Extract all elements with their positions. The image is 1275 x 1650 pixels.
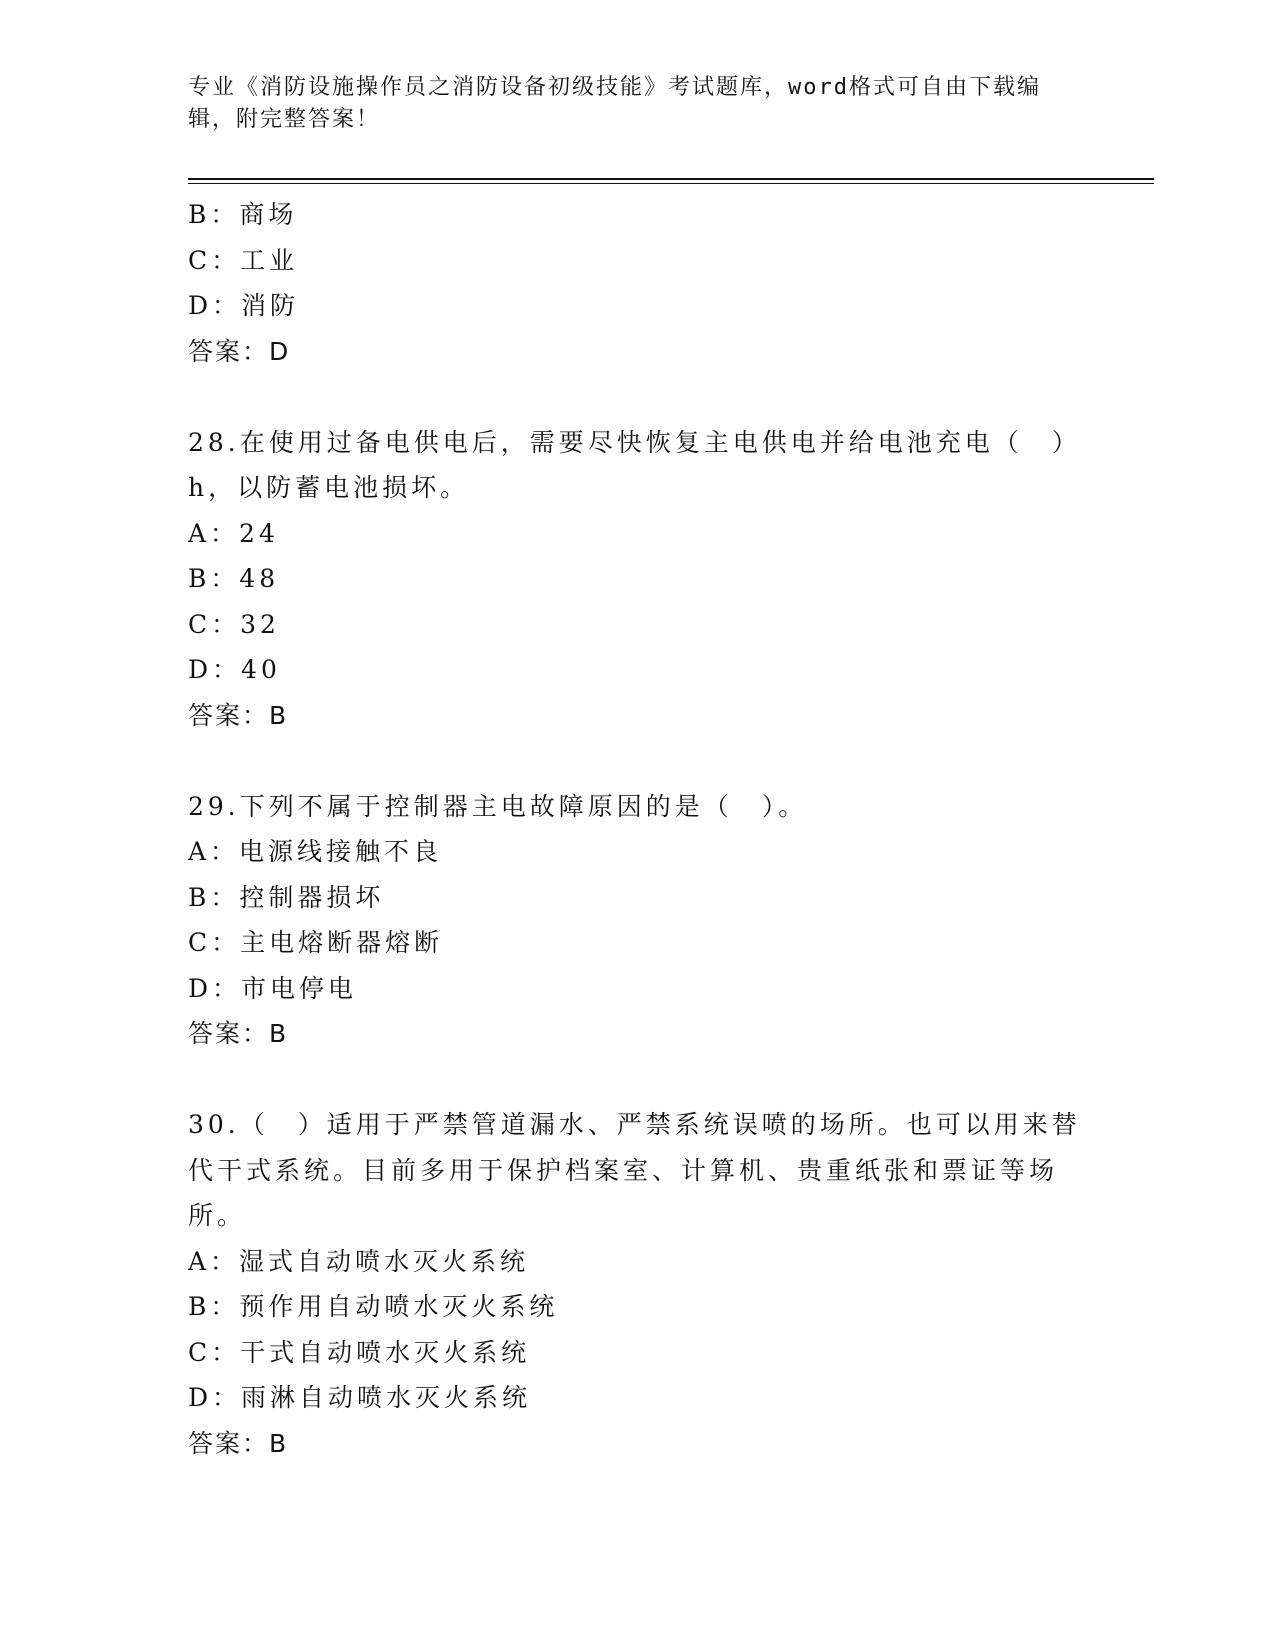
question-29 — [188, 784, 1088, 1057]
spacer — [188, 374, 1088, 420]
option-b: B：控制器损坏 — [188, 882, 385, 912]
question-27-tail — [188, 192, 1088, 374]
option-a: A：24 — [188, 518, 279, 548]
option-a: A：电源线接触不良 — [188, 837, 443, 866]
option-d: D：消防 — [188, 291, 300, 320]
answer-line: 答案：D — [188, 336, 291, 366]
option-c: C：工业 — [188, 245, 299, 275]
option-b: B：预作用自动喷水灭火系统 — [188, 1292, 559, 1321]
answer-line: 答案：B — [188, 700, 289, 730]
option-c: C：32 — [188, 609, 280, 639]
answer-line: 答案：B — [188, 1428, 289, 1458]
document-header: 专业《消防设施操作员之消防设备初级技能》考试题库，word格式可自由下载编辑，附完整答案！ — [188, 75, 1041, 132]
header-rule-thick — [188, 178, 1154, 180]
option-c: C：主电熔断器熔断 — [188, 928, 444, 957]
option-c: C：干式自动喷水灭火系统 — [188, 1337, 531, 1367]
option-b: B：48 — [188, 564, 280, 593]
spacer — [188, 738, 1088, 784]
option-d: D：市电停电 — [188, 973, 358, 1003]
header-rule-thin — [188, 183, 1154, 184]
option-d: D：雨淋自动喷水灭火系统 — [188, 1383, 532, 1412]
question-text: 28.在使用过备电供电后，需要尽快恢复主电供电并给电池充电（ ）h，以防蓄电池损坏。 — [188, 427, 1081, 502]
option-b: B：商场 — [188, 200, 298, 229]
option-a: A：湿式自动喷水灭火系统 — [188, 1246, 530, 1276]
question-text: 30.（ ）适用于严禁管道漏水、严禁系统误喷的场所。也可以用来替代干式系统。目前多用于保护档案室、计算机、贵重纸张和票证等场所。 — [188, 1110, 1081, 1230]
question-28 — [188, 420, 1088, 739]
answer-line: 答案：B — [188, 1019, 289, 1048]
question-30 — [188, 1102, 1088, 1466]
question-text: 29.下列不属于控制器主电故障原因的是（ ）。 — [188, 791, 808, 821]
option-d: D：40 — [188, 655, 281, 684]
question-list — [188, 192, 1088, 1466]
spacer — [188, 1057, 1088, 1103]
